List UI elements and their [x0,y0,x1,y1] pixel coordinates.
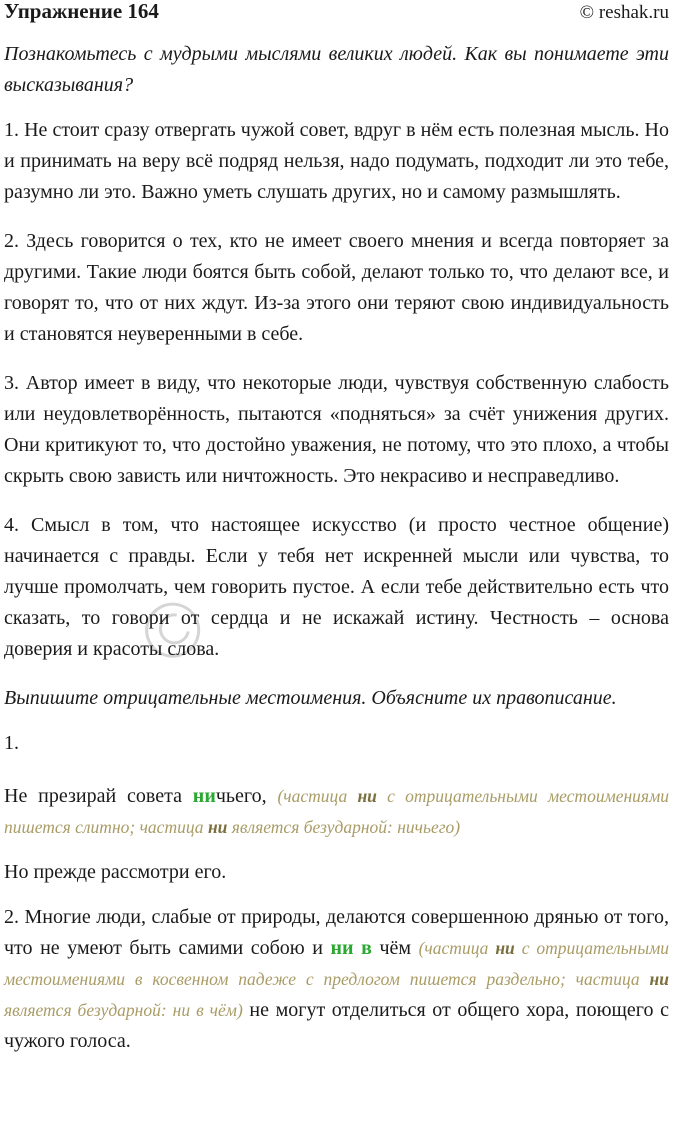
note-text: является безударной: ничьего) [227,817,461,837]
answer-3: 3. Автор имеет в виду, что некоторые люди, чувствуя собственную слабость или неудовлетворённость, пытаются «подняться» за счёт унижения других. Они критикуют то, что достойно уважения, не потому, что это плохо, а чтобы скрыть свою зависть или ничтожность. Это некрасиво и несправедливо. [4,372,669,487]
sentence-1-start: Не презирай совета [4,785,193,807]
sentence-2-rest: чём [371,937,419,959]
task-instruction-1: Познакомьтесь с мудрыми мыслями великих людей. Как вы понимаете эти высказывания? [4,43,669,96]
sentence-2-end: не могут отделиться от общего хора, поющего с чужого голоса. [4,999,669,1052]
exercise-title: Упражнение 164 [4,0,159,23]
note-particle: ни [495,938,515,958]
sentence-2-start: 2. Многие люди, слабые от природы, делаются совершенною дрянью от того, что не умеют быть самими собою и [4,906,669,959]
sentence-1-line2: Но прежде рассмотри его. [4,861,227,883]
note-particle: ни [207,817,228,837]
note-text: с отрицательными местоимениями пишется слитно; частица [4,786,669,837]
highlight-particle: ни в [330,937,372,959]
note-text: является безударной: ни в чём) [4,1000,243,1020]
sentence-1-rest: чьего, [215,785,278,807]
header [4,0,669,22]
sentence-2 [4,902,669,1057]
note-text: (частица [277,786,358,806]
sentence-1-number: 1. [4,732,19,754]
sentence-1 [4,781,669,843]
answer-2: 2. Здесь говорится о тех, кто не имеет своего мнения и всегда повторяет за другими. Такие люди боятся быть собой, делают только то, что делают все, и говорят то, что от них ждут. Из-за этого они теряют свою индивидуальность и становятся неуверенными в себе. [4,230,669,345]
task-instruction-2: Выпишите отрицательные местоимения. Объясните их правописание. [4,687,617,709]
site-credit: © reshak.ru [579,2,669,23]
note-text: (частица [418,938,496,958]
answer-1: 1. Не стоит сразу отвергать чужой совет, вдруг в нём есть полезная мысль. Но и принимать на веру всё подряд нельзя, надо подумать, подходит ли это тебе, разумно ли это. Важно уметь слушать других, но и самому размышлять. [4,119,669,203]
note-particle: ни [649,969,669,989]
note-text: с отрицательными местоимениями в косвенном падеже с предлогом пишется раздельно; частица [4,938,670,989]
highlight-particle: ни [192,785,216,807]
note-particle: ни [357,786,377,806]
answer-4: 4. Смысл в том, что настоящее искусство (и просто честное общение) начинается с правды. Если у тебя нет искренней мысли или чувства, то лучше промолчать, чем говорить пустое. А если тебе действительно есть что сказать, то говори от сердца и не искажай истину. Честность – основа доверия и красоты слова. [4,514,669,660]
